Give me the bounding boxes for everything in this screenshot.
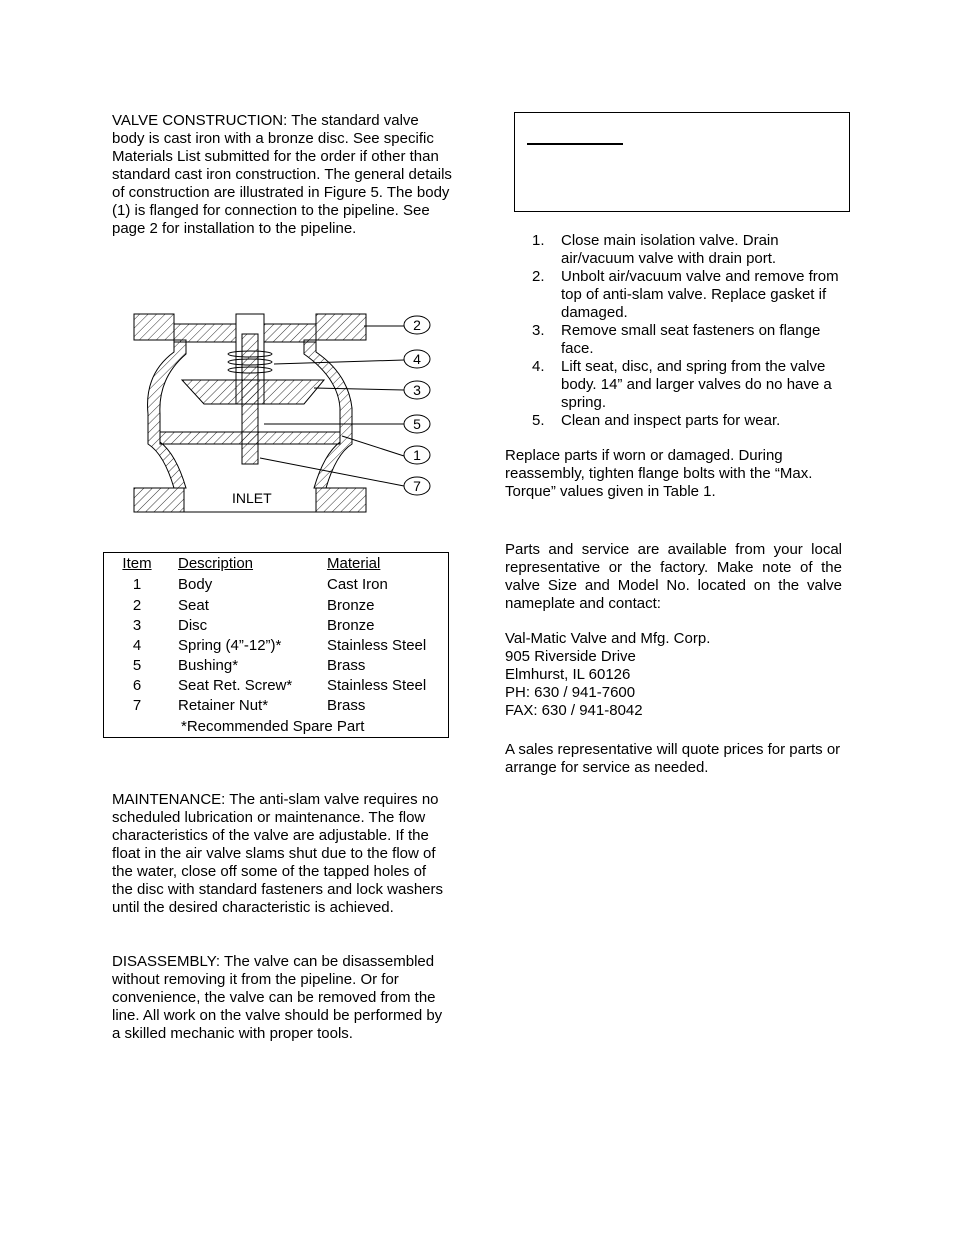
row-item: 2 [132, 597, 142, 614]
row-description: Disc [178, 617, 208, 634]
valve-cross-section-diagram [124, 304, 444, 520]
callout-2: 2 [413, 317, 421, 333]
step-text: Remove small seat fasteners on flange face. [561, 322, 821, 357]
table-row [104, 576, 448, 596]
table-row [104, 637, 448, 657]
table-row [104, 597, 448, 617]
list-item [532, 268, 842, 322]
row-item: 1 [132, 576, 142, 593]
step-text: Unbolt air/vacuum valve and remove from top of anti-slam valve. Replace gasket if damaged. [561, 268, 839, 321]
callout-5: 5 [413, 416, 421, 432]
row-material: Brass [327, 697, 366, 714]
row-material: Bronze [327, 617, 375, 634]
company-name: Val-Matic Valve and Mfg. Corp. [505, 630, 711, 647]
row-item: 7 [132, 697, 142, 714]
city-state-zip: Elmhurst, IL 60126 [505, 666, 631, 683]
list-item [532, 232, 842, 268]
phone-number: PH: 630 / 941-7600 [505, 684, 636, 701]
row-item: 4 [132, 637, 142, 654]
step-number: 4. [532, 358, 545, 375]
header-material: Material [327, 555, 381, 572]
header-item: Item [122, 555, 152, 572]
notice-heading-rule [527, 143, 623, 145]
parts-table [103, 552, 449, 738]
row-item: 6 [132, 677, 142, 694]
callout-3: 3 [413, 382, 421, 398]
row-material: Bronze [327, 597, 375, 614]
inlet-label: INLET [232, 490, 272, 506]
row-description: Retainer Nut* [178, 697, 269, 714]
table-header [104, 555, 448, 575]
sales-paragraph: A sales representative will quote prices for parts or arrange for service as needed. [505, 741, 841, 776]
maintenance-paragraph: MAINTENANCE: The anti-slam valve requires no scheduled lubrication or maintenance. The flow characteristics of the valve are adjustable. If the float in the air valve slams shut due to the flow of the water, close off some of the tapped holes of the disc with standard fasteners and lock washers until the desired characteristic is achieved. [112, 791, 444, 916]
list-item [532, 412, 842, 430]
callout-7: 7 [413, 478, 421, 494]
list-item [532, 358, 842, 412]
row-item: 5 [132, 657, 142, 674]
address-block [505, 630, 805, 720]
table-row [104, 697, 448, 717]
table-row [104, 677, 448, 697]
row-description: Body [178, 576, 213, 593]
row-description: Seat Ret. Screw* [178, 677, 293, 694]
step-number: 3. [532, 322, 545, 339]
replace-parts-paragraph: Replace parts if worn or damaged. During reassembly, tighten flange bolts with the “Max. Torque” values given in Table 1. [505, 447, 813, 500]
step-number: 2. [532, 268, 545, 285]
disassembly-steps-list [532, 232, 842, 430]
parts-service-paragraph: Parts and service are available from your local representative or the factory. Make note of the valve Size and Model No. located on the valve nameplate and contact: [505, 541, 842, 612]
row-material: Stainless Steel [327, 637, 427, 654]
step-number: 5. [532, 412, 545, 429]
row-description: Spring (4”-12”)* [178, 637, 282, 654]
header-description: Description [178, 555, 254, 572]
street-address: 905 Riverside Drive [505, 648, 636, 665]
fax-number: FAX: 630 / 941-8042 [505, 702, 643, 719]
row-material: Cast Iron [327, 576, 388, 593]
valve-construction-paragraph: VALVE CONSTRUCTION: The standard valve body is cast iron with a bronze disc. See specific Materials List submitted for the order if other than standard cast iron construction. The general details of construction are illustrated in Figure 5. The body (1) is flanged for connection to the pipeline. See page 2 for installation to the pipeline. [112, 112, 452, 237]
callout-1: 1 [413, 447, 421, 463]
row-description: Seat [178, 597, 209, 614]
row-item: 3 [132, 617, 142, 634]
notice-box [514, 112, 850, 212]
step-text: Close main isolation valve. Drain air/vacuum valve with drain port. [561, 232, 779, 267]
row-material: Brass [327, 657, 366, 674]
disassembly-paragraph: DISASSEMBLY: The valve can be disassembled without removing it from the pipeline. Or for convenience, the valve can be removed from the line. All work on the valve should be performed by a skilled mechanic with proper tools. [112, 953, 443, 1042]
row-description: Bushing* [178, 657, 239, 674]
table-row [104, 617, 448, 637]
callout-4: 4 [413, 351, 421, 367]
row-material: Stainless Steel [327, 677, 427, 694]
step-text: Lift seat, disc, and spring from the valve body. 14” and larger valves do no have a spring. [561, 358, 832, 411]
step-text: Clean and inspect parts for wear. [561, 412, 781, 429]
table-row [104, 657, 448, 677]
step-number: 1. [532, 232, 545, 249]
list-item [532, 322, 842, 358]
table-footnote: *Recommended Spare Part [181, 718, 365, 735]
